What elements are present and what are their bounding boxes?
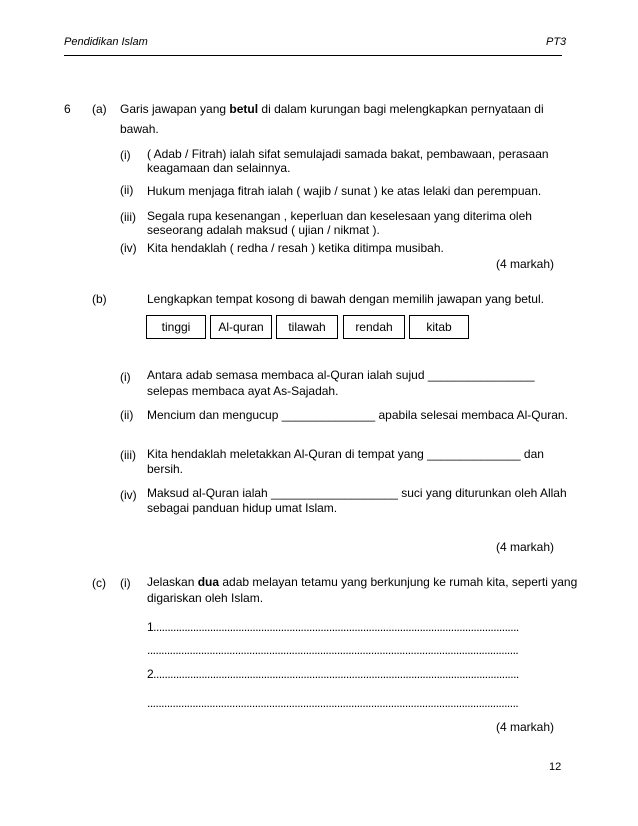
part-a-label: (a)	[92, 102, 107, 116]
part-a-item-num: (iv)	[120, 241, 137, 255]
part-a-item-num: (iii)	[120, 210, 136, 224]
part-b-item-text: Antara adab semasa membaca al-Quran ialah sujud ________________	[147, 368, 535, 382]
part-a-instruction: Garis jawapan yang betul di dalam kurungan bagi melengkapkan pernyataan di	[120, 102, 544, 116]
part-a-item-num: (i)	[120, 148, 131, 162]
part-b-item-num: (ii)	[120, 408, 134, 422]
header-subject: Pendidikan Islam	[64, 36, 148, 48]
part-b-marks: (4 markah)	[496, 540, 555, 554]
answer-choice-box: Al-quran	[210, 315, 272, 339]
part-a-item-text: Segala rupa kesenangan , keperluan dan keselesaan yang diterima oleh	[147, 209, 532, 223]
part-c-instruction-2: digariskan oleh Islam.	[147, 591, 264, 605]
part-b-item-num: (iii)	[120, 448, 136, 462]
answer-choice-box: kitab	[409, 315, 469, 339]
page-number: 12	[549, 761, 562, 773]
header-level: PT3	[546, 36, 567, 48]
answer-choice-box: rendah	[343, 315, 405, 339]
part-a-item-text: ( Adab / Fitrah) ialah sifat semulajadi samada bakat, pembawaan, perasaan	[147, 147, 549, 161]
part-c-label: (c)	[92, 576, 106, 590]
part-b-item-text: Maksud al-Quran ialah ___________________ suci yang diturunkan oleh Allah	[147, 486, 567, 500]
answer-line[interactable]: ...................................................................................................................................	[147, 643, 519, 657]
part-b-label: (b)	[92, 292, 107, 306]
header-rule	[64, 55, 562, 56]
part-c-instruction: Jelaskan dua adab melayan tetamu yang berkunjung ke rumah kita, seperti yang	[147, 575, 578, 589]
part-c-marks: (4 markah)	[496, 720, 555, 734]
part-b-item-num: (iv)	[120, 488, 137, 502]
answer-line[interactable]: ...................................................................................................................................	[147, 696, 519, 710]
part-b-item-text: Kita hendaklah meletakkan Al-Quran di tempat yang ______________ dan	[147, 447, 544, 461]
answer-choice-box: tinggi	[146, 315, 206, 339]
question-number: 6	[64, 102, 71, 116]
part-b-item-text-2: selepas membaca ayat As-Sajadah.	[147, 384, 339, 398]
part-c-sub-label: (i)	[120, 576, 131, 590]
part-b-item-text: Mencium dan mengucup ______________ apabila selesai membaca Al-Quran.	[147, 408, 568, 422]
part-b-item-text-2: bersih.	[147, 462, 184, 476]
part-a-item-text-2: keagamaan dan selainnya.	[147, 161, 291, 175]
part-a-marks: (4 markah)	[496, 257, 555, 271]
part-b-item-text-2: sebagai panduan hidup umat Islam.	[147, 501, 338, 515]
part-a-item-text-2: seseorang adalah maksud ( ujian / nikmat ).	[147, 223, 380, 237]
part-b-item-num: (i)	[120, 370, 131, 384]
part-a-item-text: Kita hendaklah ( redha / resah ) ketika ditimpa musibah.	[147, 241, 444, 255]
answer-line[interactable]: 1.................................................................................................................................	[147, 620, 519, 634]
part-a-instruction-2: bawah.	[120, 122, 159, 136]
part-b-instruction: Lengkapkan tempat kosong di bawah dengan memilih jawapan yang betul.	[147, 292, 544, 306]
answer-line[interactable]: 2.................................................................................................................................	[147, 667, 519, 681]
answer-choice-box: tilawah	[276, 315, 338, 339]
part-a-item-num: (ii)	[120, 183, 134, 197]
part-a-item-text: Hukum menjaga fitrah ialah ( wajib / sunat ) ke atas lelaki dan perempuan.	[147, 184, 542, 198]
